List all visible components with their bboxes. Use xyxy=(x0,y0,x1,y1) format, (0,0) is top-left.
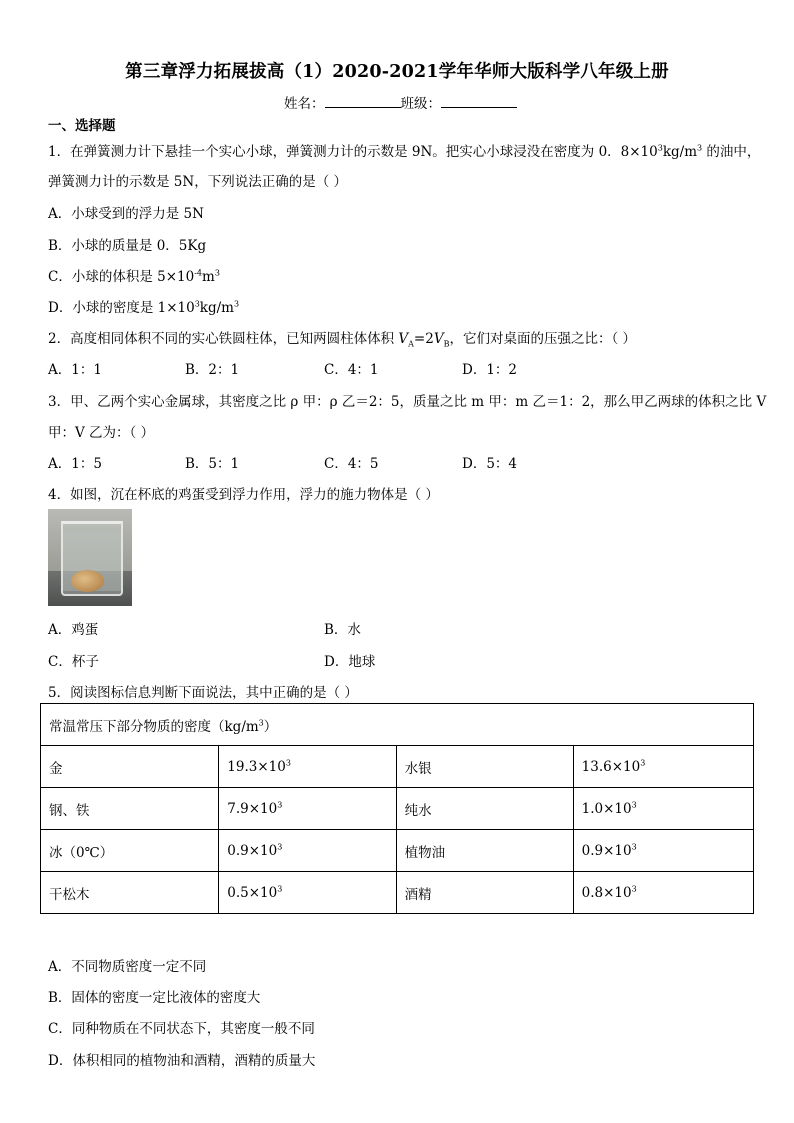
table-row xyxy=(41,872,754,914)
q2-stem: 2．高度相同体积不同的实心铁圆柱体，已知两圆柱体体积 $V_A=2V_B$，它们对桌面的压强之比：（ ） xyxy=(48,331,637,349)
page-title: 第三章浮力拓展拔高（1）2020-2021学年华师大版科学八年级上册 xyxy=(125,62,669,82)
q3-option-c: C．4：5 xyxy=(324,456,379,472)
class-blank[interactable] xyxy=(441,95,517,108)
table-caption: 常温常压下部分物质的密度$(kg/m^3)$ xyxy=(41,704,754,746)
q3-stem-line1: 3．甲、乙两个实心金属球，其密度之比 ρ 甲：ρ 乙＝2：5，质量之比 m 甲：m 乙＝1：2，那么甲乙两球的体积之比 V xyxy=(48,394,767,410)
q1-option-c: C．小球的体积是 $5\times 10^{-4}m^3$ xyxy=(48,268,220,285)
q4-option-b: B．水 xyxy=(324,622,361,638)
q5-option-a: A．不同物质密度一定不同 xyxy=(48,959,207,975)
table-row xyxy=(41,788,754,830)
q2-option-c: C．4：1 xyxy=(324,362,379,378)
egg-in-glass-photo xyxy=(48,509,132,606)
table-cell: 冰（0℃） xyxy=(41,830,219,872)
table-cell: 植物油 xyxy=(396,830,573,872)
q1-stem-line2: 弹簧测力计的示数是 5N，下列说法正确的是（ ） xyxy=(48,174,347,190)
table-row xyxy=(41,830,754,872)
table-cell: $7.9\times 10^3$ xyxy=(219,788,396,830)
egg-shape xyxy=(71,570,104,592)
name-label: 姓名： xyxy=(284,96,325,112)
table-cell: $13.6\times 10^3$ xyxy=(573,746,753,788)
section-heading: 一、选择题 xyxy=(48,118,116,134)
q1-stem-line1: 1．在弹簧测力计下悬挂一个实心小球，弹簧测力计的示数是 9N。把实心小球浸没在密度为 0．$8\times 10^3kg/m^3$ 的油中， xyxy=(48,143,761,160)
table-cell: 水银 xyxy=(396,746,573,788)
table-cell: $0.8\times 10^3$ xyxy=(573,872,753,914)
table-cell: 金 xyxy=(41,746,219,788)
table-row xyxy=(41,746,754,788)
q4-option-d: D．地球 xyxy=(324,654,376,670)
table-caption-row xyxy=(41,704,754,746)
table-cell: $19.3\times 10^3$ xyxy=(219,746,396,788)
q2-option-b: B．2：1 xyxy=(185,362,240,378)
table-cell: $0.5\times 10^3$ xyxy=(219,872,396,914)
table-cell: $1.0\times 10^3$ xyxy=(573,788,753,830)
q3-stem-line2: 甲：V 乙为：（ ） xyxy=(48,425,155,441)
q1-option-d: D．小球的密度是 $1\times 10^3kg/m^3$ xyxy=(48,299,240,316)
q1-option-b: B．小球的质量是 0．5Kg xyxy=(48,238,207,254)
q3-option-d: D．5：4 xyxy=(462,456,518,472)
q5-stem: 5．阅读图标信息判断下面说法，其中正确的是（ ） xyxy=(48,685,358,701)
q4-option-a: A．鸡蛋 xyxy=(48,622,99,638)
table-cell: 纯水 xyxy=(396,788,573,830)
density-table xyxy=(40,703,754,914)
q4-option-c: C．杯子 xyxy=(48,654,99,670)
table-cell: 钢、铁 xyxy=(41,788,219,830)
q5-option-c: C．同种物质在不同状态下，其密度一般不同 xyxy=(48,1021,315,1037)
q2-option-d: D．1：2 xyxy=(462,362,518,378)
q5-option-b: B．固体的密度一定比液体的密度大 xyxy=(48,990,261,1006)
q4-stem: 4．如图，沉在杯底的鸡蛋受到浮力作用，浮力的施力物体是（ ） xyxy=(48,487,439,503)
q5-option-d: D．体积相同的植物油和酒精，酒精的质量大 xyxy=(48,1053,316,1069)
name-blank[interactable] xyxy=(325,95,401,108)
table-cell: 酒精 xyxy=(396,872,573,914)
q2-option-a: A．1：1 xyxy=(48,362,102,378)
q3-option-b: B．5：1 xyxy=(185,456,240,472)
q3-option-a: A．1：5 xyxy=(48,456,102,472)
table-cell: 干松木 xyxy=(41,872,219,914)
student-info xyxy=(284,92,517,112)
q1-option-a: A．小球受到的浮力是 5N xyxy=(48,206,204,222)
class-label: 班级： xyxy=(400,96,441,112)
table-cell: $0.9\times 10^3$ xyxy=(573,830,753,872)
table-cell: $0.9\times 10^3$ xyxy=(219,830,396,872)
